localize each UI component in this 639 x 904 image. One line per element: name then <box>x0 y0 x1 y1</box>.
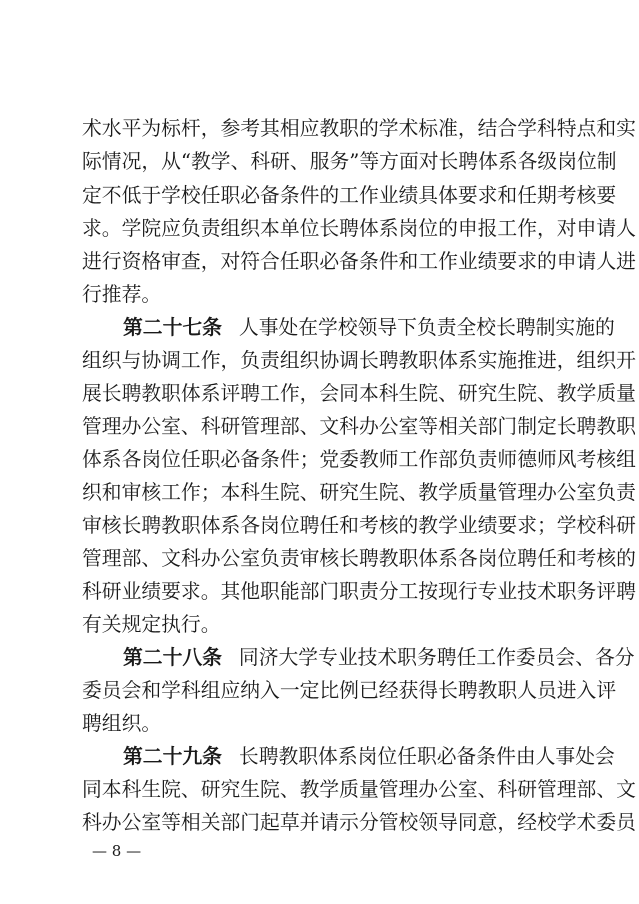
article-text: 同济大学专业技术职务聘任工作委员会、各分 <box>238 646 635 669</box>
text-line: 术水平为标杆，参考其相应教职的学术标准，结合学科特点和实 <box>82 117 636 140</box>
article-27-heading-line <box>123 312 615 344</box>
text-line: 同本科生院、研究生院、教学质量管理办公室、科研管理部、文 <box>82 778 636 801</box>
article-number: 第二十九条 <box>123 745 222 768</box>
article-text: 长聘教职体系岗位任职必备条件由人事处会 <box>238 745 615 768</box>
text-line: 际情况，从“教学、科研、服务”等方面对长聘体系各级岗位制 <box>82 150 617 173</box>
text-line: 管理办公室、科研管理部、文科办公室等相关部门制定长聘教职 <box>82 415 636 438</box>
text-line: 委员会和学科组应纳入一定比例已经获得长聘教职人员进入评 <box>82 679 617 702</box>
article-number: 第二十七条 <box>123 316 222 339</box>
page-number: — 8 — <box>92 842 142 860</box>
article-29-heading-line <box>123 741 615 773</box>
text-line: 科办公室等相关部门起草并请示分管校领导同意，经校学术委员 <box>82 811 636 834</box>
text-line: 管理部、文科办公室负责审核长聘教职体系各岗位聘任和考核的 <box>82 547 636 570</box>
text-line: 组织与协调工作，负责组织协调长聘教职体系实施推进，组织开 <box>82 349 636 372</box>
text-line: 展长聘教职体系评聘工作，会同本科生院、研究生院、教学质量 <box>82 382 636 405</box>
text-line: 体系各岗位任职必备条件；党委教师工作部负责师德师风考核组 <box>82 448 636 471</box>
article-28-heading-line <box>123 642 635 674</box>
text-line: 进行资格审查，对符合任职必备条件和工作业绩要求的申请人进 <box>82 250 636 273</box>
text-line: 求。学院应负责组织本单位长聘体系岗位的申报工作，对申请人 <box>82 217 636 240</box>
article-number: 第二十八条 <box>123 646 222 669</box>
text-line: 聘组织。 <box>82 712 162 735</box>
article-text: 人事处在学校领导下负责全校长聘制实施的 <box>238 316 615 339</box>
text-line: 织和审核工作；本科生院、研究生院、教学质量管理办公室负责 <box>82 481 636 504</box>
text-line: 行推荐。 <box>82 283 162 306</box>
text-line: 有关规定执行。 <box>82 613 221 636</box>
text-line: 定不低于学校任职必备条件的工作业绩具体要求和任期考核要 <box>82 184 617 207</box>
text-line: 审核长聘教职体系各岗位聘任和考核的教学业绩要求；学校科研 <box>82 514 636 537</box>
text-line: 科研业绩要求。其他职能部门职责分工按现行专业技术职务评聘 <box>82 580 636 603</box>
